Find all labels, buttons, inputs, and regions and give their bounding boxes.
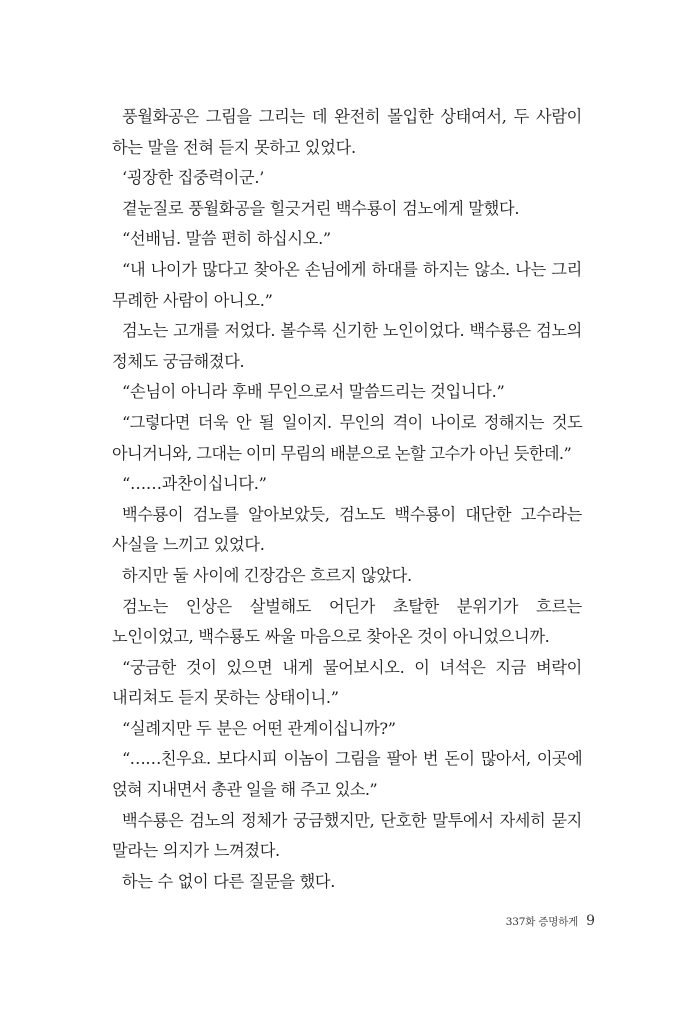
paragraph: “실례지만 두 분은 어떤 관계이십니까?” [122,718,396,738]
page-footer [506,913,595,929]
paragraph: ‘굉장한 집중력이군.’ [122,168,265,188]
paragraph: 하지만 둘 사이에 긴장감은 흐르지 않았다. [122,565,412,585]
paragraph: 풍월화공은 그림을 그리는 데 완전히 몰입한 상태여서, 두 사람이 하는 말을 전혀 듣지 못하고 있었다. [112,107,582,157]
running-head: 337화 증명하게 [505,916,579,928]
paragraph: 백수룡이 검노를 알아보았듯, 검노도 백수룡이 대단한 고수라는 사실을 느끼고 있었다. [112,504,582,555]
paragraph: “손님이 아니라 후배 무인으로서 말씀드리는 것입니다.” [122,382,505,402]
paragraph: “그렇다면 더욱 안 될 일이지. 무인의 격이 나이로 정해지는 것도 아니거니와, 그대는 이미 무림의 배분으로 논할 고수가 아닌 듯한데.” [112,412,582,463]
body-text [112,102,582,897]
paragraph: 곁눈질로 풍월화공을 힐긋거린 백수룡이 검노에게 말했다. [122,198,520,218]
paragraph: 하는 수 없이 다른 질문을 했다. [122,871,336,891]
paragraph: 검노는 인상은 살벌해도 어딘가 초탈한 분위기가 흐르는 노인이었고, 백수룡도 싸울 마음으로 찾아온 것이 아니었으니까. [112,596,582,647]
paragraph: “……친우요. 보다시피 이놈이 그림을 팔아 번 돈이 많아서, 이곳에 얹혀 지내면서 총관 일을 해 주고 있소.” [112,749,582,800]
paragraph: “궁금한 것이 있으면 내게 물어보시오. 이 녀석은 지금 벼락이 내리쳐도 듣지 못하는 상태이니.” [112,657,582,708]
paragraph: “선배님. 말씀 편히 하십시오.” [122,229,331,249]
paragraph: “……과찬이십니다.” [122,474,267,494]
paragraph: 백수룡은 검노의 정체가 궁금했지만, 단호한 말투에서 자세히 묻지 말라는 의지가 느껴졌다. [112,810,582,861]
paragraph: 검노는 고개를 저었다. 볼수록 신기한 노인이었다. 백수룡은 검노의 정체도 궁금해졌다. [112,321,582,371]
paragraph: “내 나이가 많다고 찾아온 손님에게 하대를 하지는 않소. 나는 그리 무례한 사람이 아니오.” [112,259,582,310]
page-number: 9 [586,913,595,929]
